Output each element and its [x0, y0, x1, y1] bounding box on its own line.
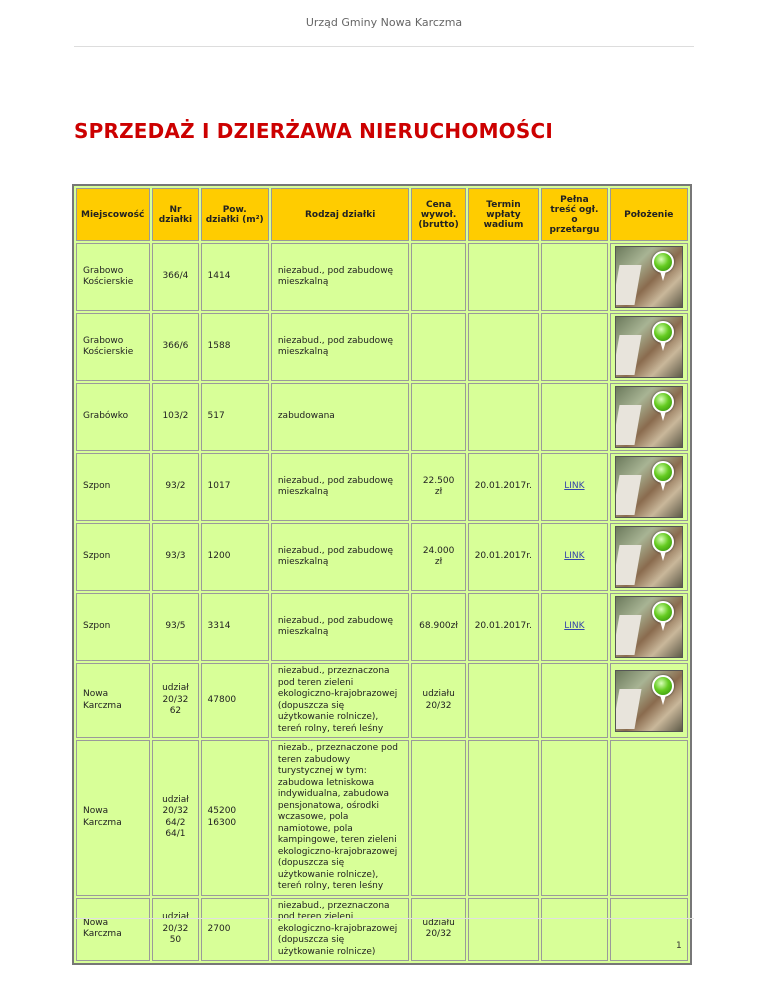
page-number: 1: [676, 941, 682, 951]
cell-polozenie: [610, 383, 688, 451]
header-title: Urząd Gminy Nowa Karczma: [305, 16, 463, 29]
cell-link: [541, 313, 607, 381]
column-header-rodzaj: Rodzaj działki: [271, 188, 410, 241]
cell-rodzaj: niezabud., pod zabudowę mieszkalną: [271, 453, 410, 521]
cell-miejscowosc: Grabówko: [76, 383, 150, 451]
table-row: [76, 383, 688, 451]
table-row: [76, 243, 688, 311]
cell-miejscowosc: Szpon: [76, 453, 150, 521]
cell-termin: 20.01.2017r.: [468, 523, 540, 591]
cell-rodzaj: niezabud., pod zabudowę mieszkalną: [271, 593, 410, 661]
map-thumbnail[interactable]: [615, 526, 683, 588]
cell-link: [541, 663, 607, 738]
cell-termin: [468, 243, 540, 311]
cell-termin: [468, 313, 540, 381]
cell-link: [541, 243, 607, 311]
column-header-powierzchnia: Pow. działki (m²): [201, 188, 269, 241]
cell-polozenie: [610, 453, 688, 521]
location-pin-icon: [652, 391, 674, 413]
cell-polozenie: [610, 898, 688, 962]
column-header-pelna-tresc: Pełna treść ogł. o przetargu: [541, 188, 607, 241]
map-thumbnail[interactable]: [615, 316, 683, 378]
cell-miejscowosc: Nowa Karczma: [76, 740, 150, 896]
cell-cena: [411, 383, 465, 451]
cell-cena: [411, 243, 465, 311]
cell-polozenie: [610, 740, 688, 896]
cell-termin: [468, 663, 540, 738]
cell-rodzaj: niezabud., przeznaczona pod teren zieleni ekologiczno-krajobrazowej (dopuszcza się użytkowanie rolnicze): [271, 898, 410, 962]
cell-link: [541, 898, 607, 962]
announcement-link[interactable]: LINK: [564, 551, 585, 562]
map-thumbnail[interactable]: [615, 456, 683, 518]
cell-link[interactable]: [541, 523, 607, 591]
map-thumbnail[interactable]: [615, 596, 683, 658]
location-pin-icon: [652, 321, 674, 343]
cell-cena: 22.500 zł: [411, 453, 465, 521]
cell-miejscowosc: Grabowo Kościerskie: [76, 313, 150, 381]
property-table: [72, 184, 692, 965]
cell-miejscowosc: Szpon: [76, 593, 150, 661]
cell-rodzaj: zabudowana: [271, 383, 410, 451]
cell-cena: [411, 313, 465, 381]
cell-pow: 1200: [201, 523, 269, 591]
cell-cena: [411, 740, 465, 896]
announcement-link[interactable]: LINK: [564, 481, 585, 492]
table-row: [76, 453, 688, 521]
column-header-miejscowosc: Miejscowość: [76, 188, 150, 241]
cell-miejscowosc: Grabowo Kościerskie: [76, 243, 150, 311]
cell-pow: 1588: [201, 313, 269, 381]
table-row: [76, 593, 688, 661]
column-header-polozenie: Położenie: [610, 188, 688, 241]
cell-cena: 68.900zł: [411, 593, 465, 661]
cell-nr: 93/5: [152, 593, 198, 661]
cell-pow: 1017: [201, 453, 269, 521]
cell-termin: 20.01.2017r.: [468, 453, 540, 521]
cell-pow: 47800: [201, 663, 269, 738]
cell-nr: 366/6: [152, 313, 198, 381]
cell-link[interactable]: [541, 453, 607, 521]
cell-nr: udział 20/32 62: [152, 663, 198, 738]
cell-miejscowosc: Nowa Karczma: [76, 898, 150, 962]
cell-link: [541, 383, 607, 451]
cell-rodzaj: niezabud., pod zabudowę mieszkalną: [271, 243, 410, 311]
cell-nr: 103/2: [152, 383, 198, 451]
cell-termin: [468, 898, 540, 962]
cell-termin: 20.01.2017r.: [468, 593, 540, 661]
column-header-cena: Cena wywoł. (brutto): [411, 188, 465, 241]
table-row: [76, 313, 688, 381]
cell-rodzaj: niezabud., pod zabudowę mieszkalną: [271, 313, 410, 381]
cell-nr: 93/3: [152, 523, 198, 591]
location-pin-icon: [652, 531, 674, 553]
map-road: [615, 689, 642, 729]
cell-cena: udziału 20/32: [411, 663, 465, 738]
map-road: [615, 265, 642, 305]
column-header-nr-dzialki: Nr działki: [152, 188, 198, 241]
cell-polozenie: [610, 593, 688, 661]
cell-pow: 517: [201, 383, 269, 451]
cell-link[interactable]: [541, 593, 607, 661]
map-road: [615, 405, 642, 445]
cell-nr: 366/4: [152, 243, 198, 311]
table-row: [76, 898, 688, 962]
cell-miejscowosc: Nowa Karczma: [76, 663, 150, 738]
location-pin-icon: [652, 601, 674, 623]
cell-polozenie: [610, 313, 688, 381]
table-row: [76, 523, 688, 591]
map-thumbnail[interactable]: [615, 246, 683, 308]
cell-cena: 24.000 zł: [411, 523, 465, 591]
cell-rodzaj: niezab., przeznaczone pod teren zabudowy turystycznej w tym: zabudowa letniskowa indywidualna, zabudowa pensjonatowa, ośrodki wczasowe, pola namiotowe, pola kampingowe, teren zieleni ekologiczno-krajobrazowej (dopuszcza się użytkowanie rolnicze), tereń rolny, teren leśny: [271, 740, 410, 896]
cell-termin: [468, 740, 540, 896]
map-road: [615, 545, 642, 585]
cell-rodzaj: niezabud., pod zabudowę mieszkalną: [271, 523, 410, 591]
column-header-termin: Termin wpłaty wadium: [468, 188, 540, 241]
cell-link: [541, 740, 607, 896]
cell-polozenie: [610, 663, 688, 738]
cell-pow: 3314: [201, 593, 269, 661]
page-footer-divider: [74, 918, 694, 919]
location-pin-icon: [652, 675, 674, 697]
cell-rodzaj: niezabud., przeznaczona pod teren zieleni ekologiczno-krajobrazowej (dopuszcza się użytkowanie rolnicze), tereń rolny, tereń leśny: [271, 663, 410, 738]
cell-pow: 2700: [201, 898, 269, 962]
cell-pow: 1414: [201, 243, 269, 311]
page-title: SPRZEDAŻ I DZIERŻAWA NIERUCHOMOŚCI: [74, 119, 553, 143]
cell-polozenie: [610, 523, 688, 591]
cell-pow: 45200 16300: [201, 740, 269, 896]
table-header-row: [76, 188, 688, 241]
map-road: [615, 475, 642, 515]
cell-nr: 93/2: [152, 453, 198, 521]
map-thumbnail[interactable]: [615, 670, 683, 732]
page-header: [74, 0, 694, 47]
table-row: [76, 663, 688, 738]
cell-nr: udział 20/32 50: [152, 898, 198, 962]
map-thumbnail[interactable]: [615, 386, 683, 448]
map-road: [615, 335, 642, 375]
cell-termin: [468, 383, 540, 451]
location-pin-icon: [652, 461, 674, 483]
announcement-link[interactable]: LINK: [564, 621, 585, 632]
cell-nr: udział 20/32 64/2 64/1: [152, 740, 198, 896]
map-road: [615, 615, 642, 655]
cell-polozenie: [610, 243, 688, 311]
cell-cena: udziału 20/32: [411, 898, 465, 962]
table-row: [76, 740, 688, 896]
cell-miejscowosc: Szpon: [76, 523, 150, 591]
location-pin-icon: [652, 251, 674, 273]
